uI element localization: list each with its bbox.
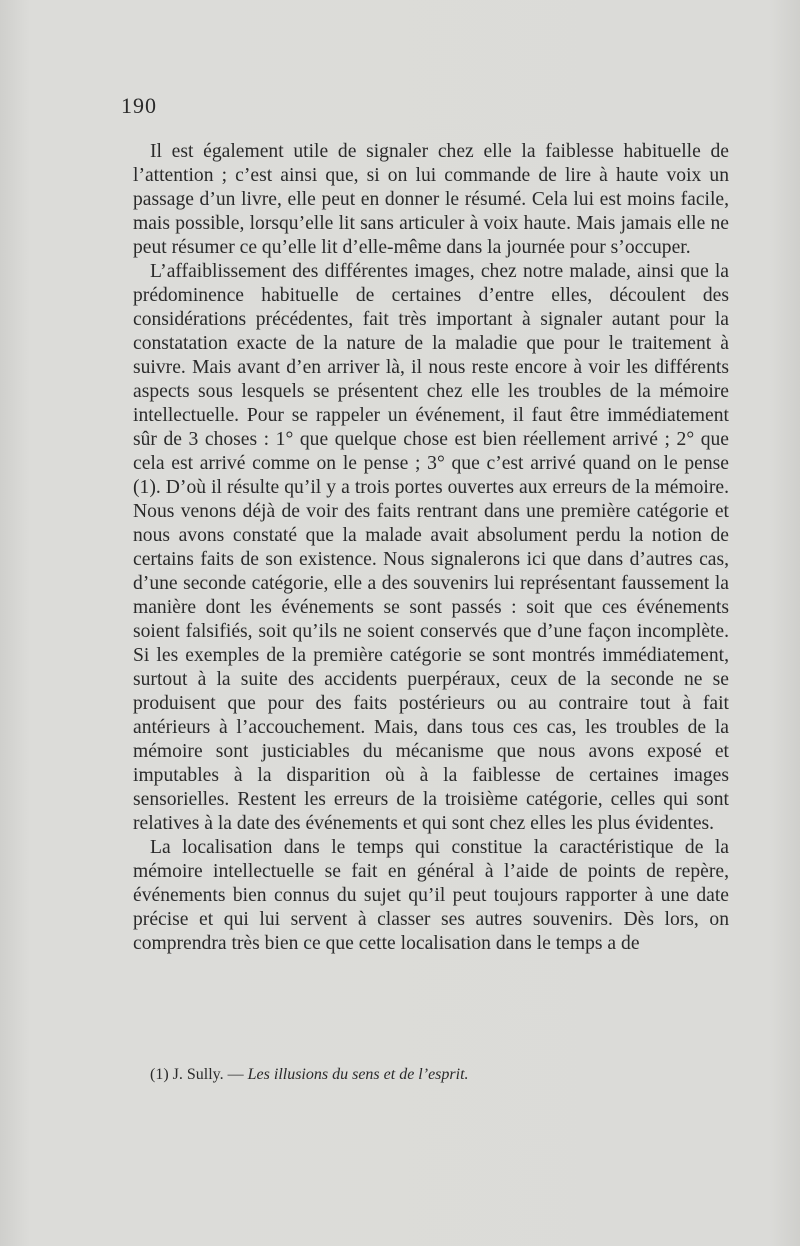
body-text [133,140,729,956]
paragraph: L’affaiblissement des différentes images, chez notre malade, ainsi que la prédominence habituelle de certaines d’entre elles, découlent des considérations précédentes, fait très important à signaler autant pour la constatation exacte de la nature de la maladie que pour le traitement à suivre. Mais avant d’en arriver là, il nous reste encore à voir les différents aspects sous lesquels se présentent chez elle les troubles de la mémoire intellectuelle. Pour se rappeler un événement, il faut être immédiatement sûr de 3 choses : 1° que quelque chose est bien réellement arrivé ; 2° que cela est arrivé comme on le pense ; 3° que c’est arrivé quand on le pense (1). D’où il résulte qu’il y a trois portes ouvertes aux erreurs de la mémoire. Nous venons déjà de voir des faits rentrant dans une première catégorie et nous avons constaté que la malade avait absolument perdu la notion de certains faits de son existence. Nous signalerons ici que dans d’autres cas, d’une seconde catégorie, elle a des souvenirs lui représentant faussement la manière dont les événements se sont passés : soit que ces événements soient falsifiés, soit qu’ils ne soient conservés que d’une façon incomplète. Si les exemples de la première catégorie se sont montrés immédiatement, surtout à la suite des accidents puerpéraux, ceux de la seconde ne se produisent que pour des faits postérieurs ou au contraire tout à fait antérieurs à l’accouchement. Mais, dans tous ces cas, les troubles de la mémoire sont justiciables du mécanisme que nous avons exposé et imputables à la disparition où à la faiblesse de certaines images sensorielles. Restent les erreurs de la troisième catégorie, celles qui sont relatives à la date des événements et qui sont chez elles les plus évidentes. [133,261,729,834]
page-number: 190 [121,93,157,118]
paragraph: La localisation dans le temps qui constitue la caractéristique de la mémoire intellectuelle se fait en général à l’aide de points de repère, événements bien connus du sujet qu’il peut toujours rapporter à une date précise et qui lui servent à classer ses autres souvenirs. Dès lors, on comprendra très bien ce que cette localisation dans le temps a de [133,837,729,954]
footnote-marker: (1) J. Sully. — [150,1066,244,1083]
footnote [150,1066,469,1084]
footnote-title: Les illusions du sens et de l’esprit. [247,1066,469,1083]
paragraph: Il est également utile de signaler chez elle la faiblesse habituelle de l’attention ; c’est ainsi que, si on lui commande de lire à haute voix un passage d’un livre, elle peut en donner le résumé. Cela lui est moins facile, mais possible, lorsqu’elle lit sans articuler à voix haute. Mais jamais elle ne peut résumer ce qu’elle lit d’elle-même dans la journée pour s’occuper. [133,141,729,258]
